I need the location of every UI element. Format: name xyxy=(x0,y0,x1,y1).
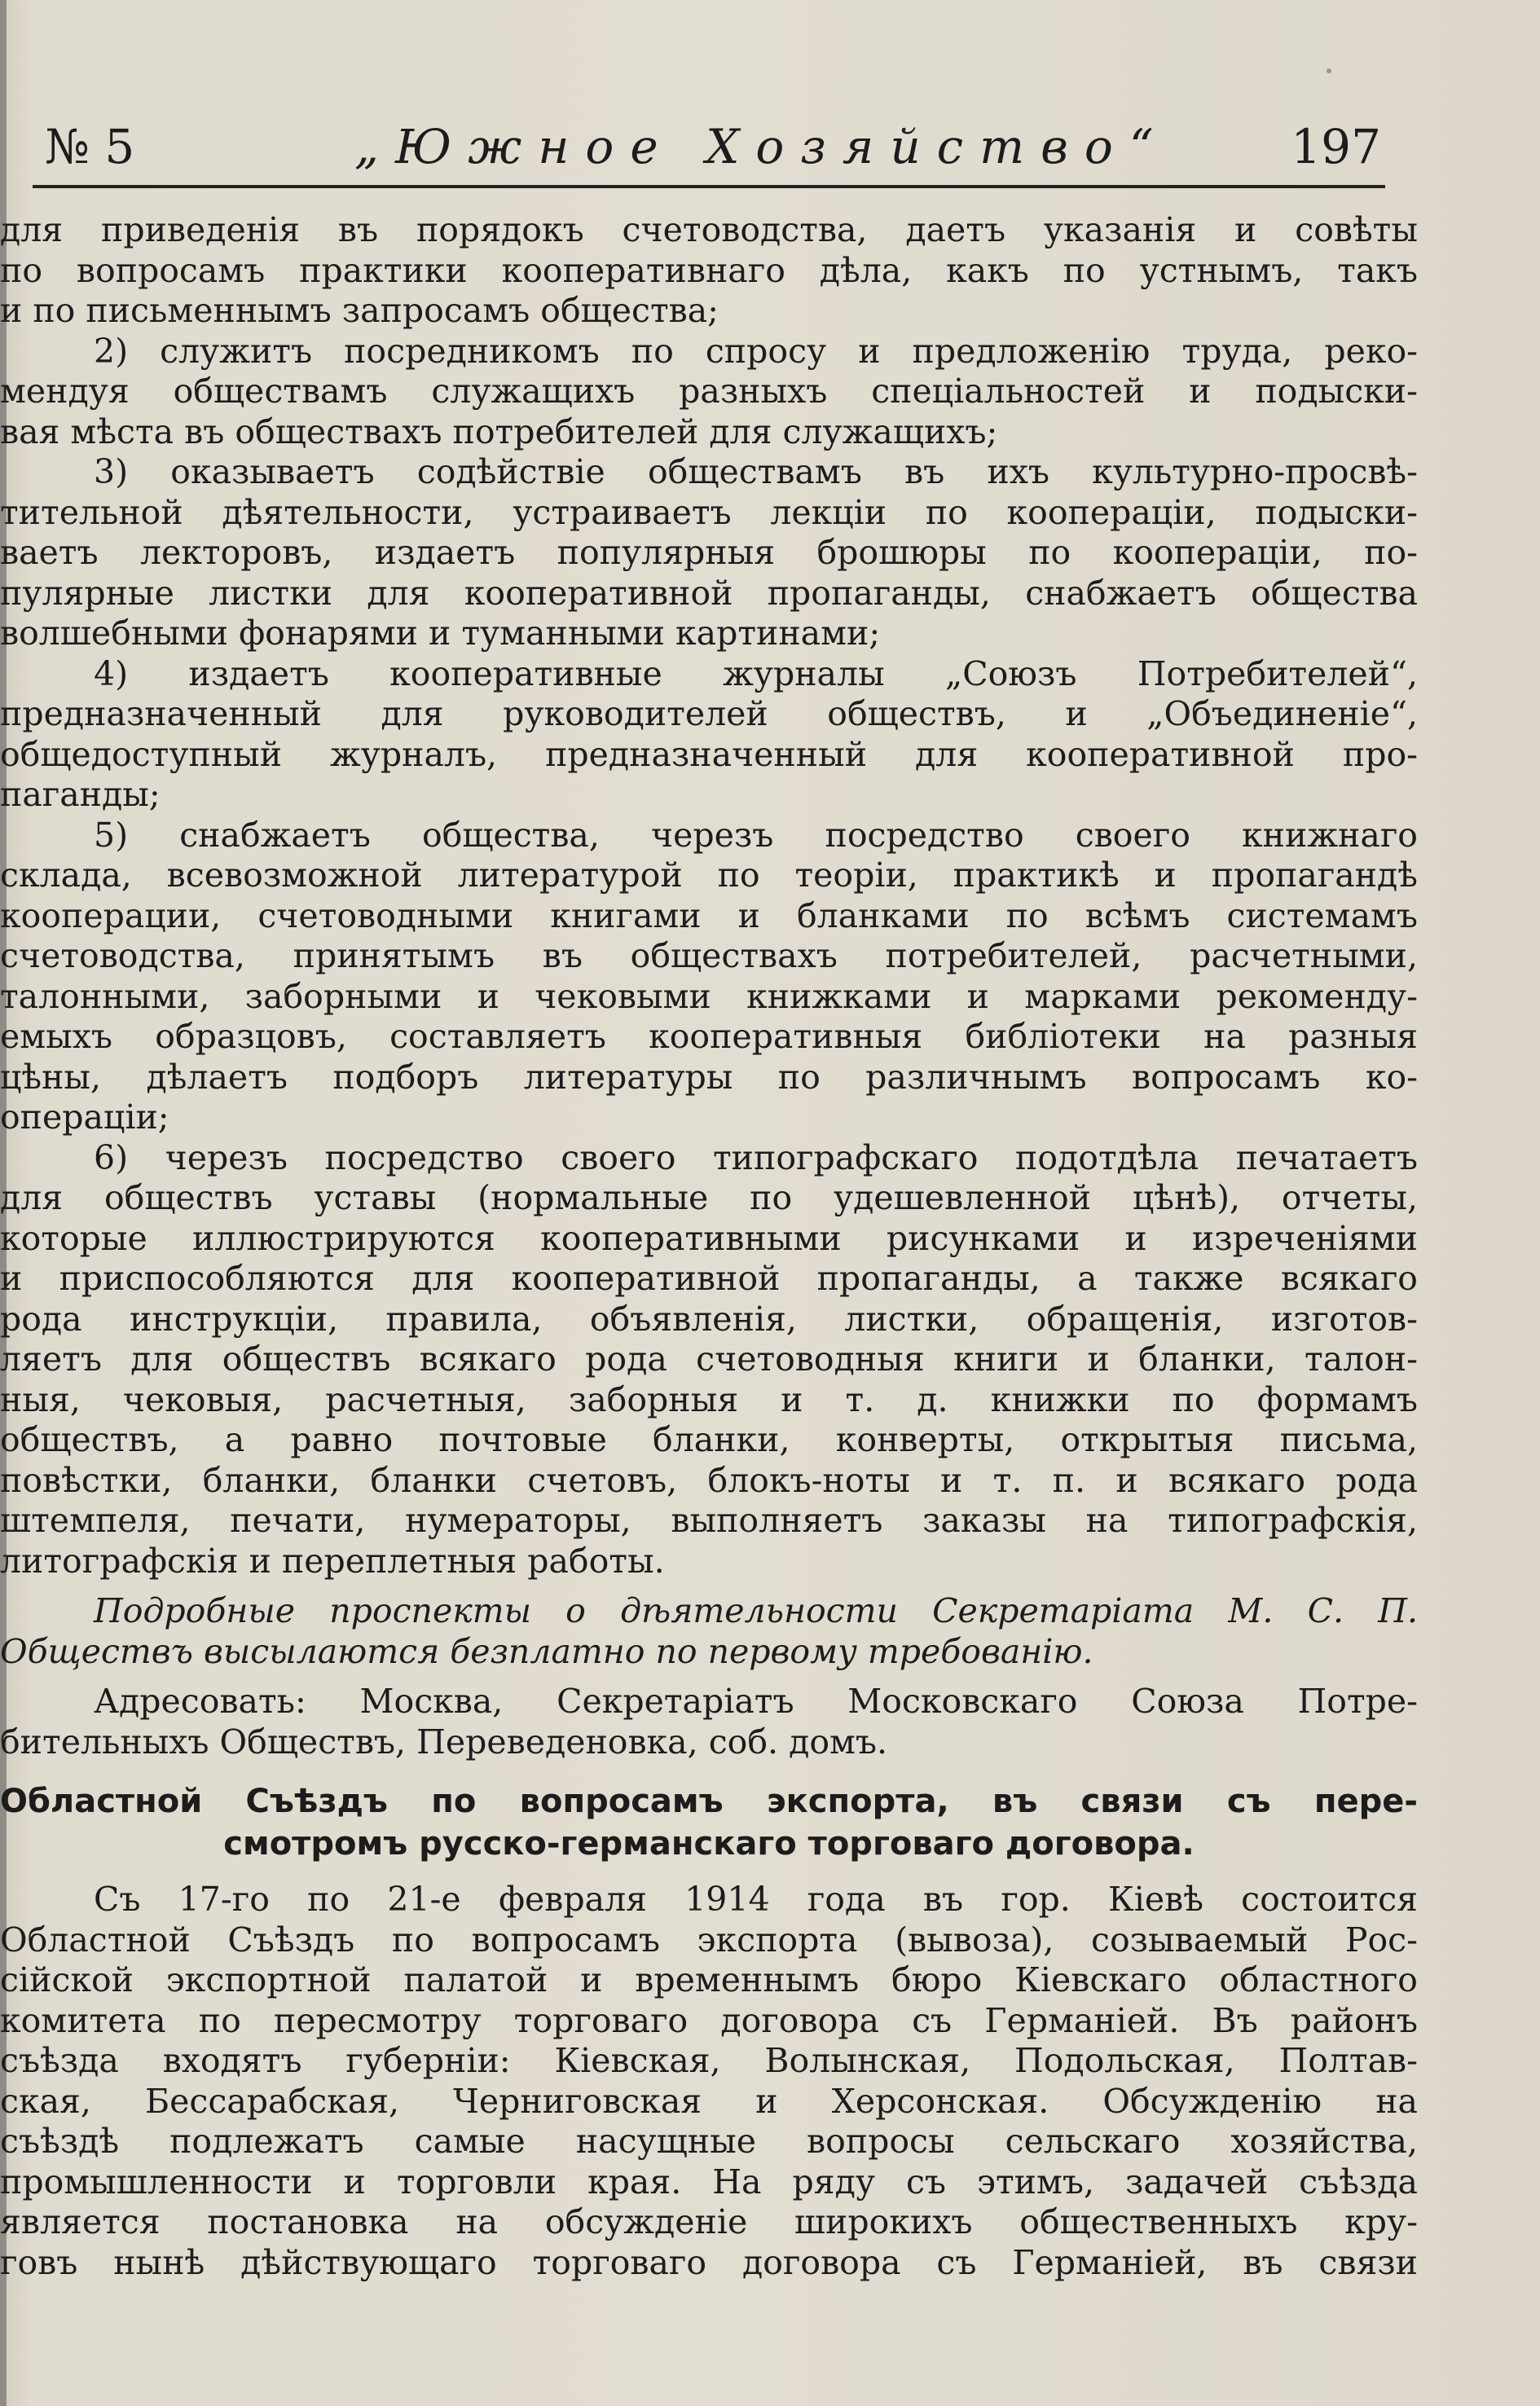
text-line: и приспособляются для кооперативной пропаганды, а также всякаго xyxy=(0,1259,1418,1298)
text-line: счетоводства, принятымъ въ обществахъ потребителей, расчетными, xyxy=(0,936,1418,975)
paragraph-gap xyxy=(0,1581,1418,1591)
text-line: литографскія и переплетныя работы. xyxy=(0,1541,665,1581)
text-line: мендуя обществамъ служащихъ разныхъ спеціальностей и подыски- xyxy=(0,372,1418,411)
text-line: которые иллюстрируются кооперативными рисунками и изреченіями xyxy=(0,1218,1418,1258)
text-line: повѣстки, бланки, бланки счетовъ, блокъ-ноты и т. п. и всякаго рода xyxy=(0,1460,1418,1500)
issue-number: № 5 xyxy=(45,119,135,174)
text-line: 2) служитъ посредникомъ по спросу и предложенію труда, реко- xyxy=(94,331,1418,371)
journal-title: „Южное Хозяйство“ xyxy=(354,119,1170,174)
section-heading-line: смотромъ русско-германскаго торговаго договора. xyxy=(223,1825,1195,1863)
italic-note-line: Подробные проспекты о дѣятельности Секретаріата М. С. П. xyxy=(94,1591,1418,1630)
text-line: 3) оказываетъ содѣйствіе обществамъ въ ихъ культурно-просвѣ- xyxy=(94,452,1418,491)
text-line: предназначенный для руководителей обществъ, и „Объединеніе“, xyxy=(0,694,1418,733)
italic-note-line: Обществъ высылаются безплатно по первому требованію. xyxy=(0,1631,1093,1671)
text-line: склада, всевозможной литературой по теоріи, практикѣ и пропагандѣ xyxy=(0,856,1418,895)
section-text-line: Областной Съѣздъ по вопросамъ экспорта (вывоза), созываемый Рос- xyxy=(0,1920,1418,1960)
section-text-line: говъ нынѣ дѣйствующаго торговаго договора съ Германіей, въ связи xyxy=(0,2242,1418,2282)
text-line: емыхъ образцовъ, составляетъ кооперативныя библіотеки на разныя xyxy=(0,1017,1418,1056)
text-line: 6) черезъ посредство своего типографскаго подотдѣла печатаетъ xyxy=(94,1137,1418,1177)
text-line: штемпеля, печати, нумераторы, выполняетъ заказы на типографскія, xyxy=(0,1501,1418,1540)
section-text-line: комитета по пересмотру торговаго договора съ Германіей. Въ районъ xyxy=(0,2000,1418,2040)
section-heading-line: Областной Съѣздъ по вопросамъ экспорта, въ связи съ пере- xyxy=(0,1783,1418,1820)
text-line: операціи; xyxy=(0,1097,169,1137)
running-header xyxy=(45,114,1381,179)
text-line: паганды; xyxy=(0,775,161,814)
text-line: цѣны, дѣлаетъ подборъ литературы по различнымъ вопросамъ ко- xyxy=(0,1057,1418,1097)
text-line: ляетъ для обществъ всякаго рода счетоводныя книги и бланки, талон- xyxy=(0,1339,1418,1379)
text-line: вая мѣста въ обществахъ потребителей для служащихъ; xyxy=(0,411,998,451)
text-line: тительной дѣятельности, устраиваетъ лекціи по коопераціи, подыски- xyxy=(0,492,1418,532)
section-gap xyxy=(0,1865,1418,1880)
text-line: бительныхъ Обществъ, Переведеновка, соб. домъ. xyxy=(0,1722,888,1762)
section-text-line: съѣздѣ подлежатъ самые насущные вопросы сельскаго хозяйства, xyxy=(0,2122,1418,2161)
text-line: обществъ, а равно почтовые бланки, конверты, открытыя письма, xyxy=(0,1420,1418,1459)
text-line: по вопросамъ практики кооперативнаго дѣла, какъ по устнымъ, такъ xyxy=(0,250,1418,290)
text-line: кооперации, счетоводными книгами и бланками по всѣмъ системамъ xyxy=(0,895,1418,935)
text-line: и по письменнымъ запросамъ общества; xyxy=(0,291,719,330)
text-line: 4) издаетъ кооперативные журналы „Союзъ Потребителей“, xyxy=(94,653,1418,693)
text-line: талонными, заборными и чековыми книжками и марками рекоменду- xyxy=(0,976,1418,1016)
text-line: для обществъ уставы (нормальные по удешевленной цѣнѣ), отчеты, xyxy=(0,1178,1418,1217)
text-line: волшебными фонарями и туманными картинами; xyxy=(0,614,881,653)
paper-speck xyxy=(1327,68,1331,73)
section-text-line: ская, Бессарабская, Черниговская и Херсонская. Обсужденію на xyxy=(0,2081,1418,2121)
section-text-line: съѣзда входятъ губерніи: Кіевская, Волынская, Подольская, Полтав- xyxy=(0,2041,1418,2080)
section-text-line: является постановка на обсужденіе широкихъ общественныхъ кру- xyxy=(0,2202,1418,2241)
text-line: ваетъ лекторовъ, издаетъ популярныя брошюры по коопераціи, по- xyxy=(0,533,1418,572)
text-line: ныя, чековыя, расчетныя, заборныя и т. д. книжки по формамъ xyxy=(0,1379,1418,1419)
section-gap xyxy=(0,1762,1418,1780)
text-line: для приведенія въ порядокъ счетоводства, даетъ указанія и совѣты xyxy=(0,210,1418,249)
paragraph-gap xyxy=(0,1672,1418,1682)
page-number: 197 xyxy=(1291,119,1381,174)
text-line: общедоступный журналъ, предназначенный для кооперативной про- xyxy=(0,734,1418,774)
text-line: пулярные листки для кооперативной пропаганды, снабжаетъ общества xyxy=(0,573,1418,613)
section-text-line: сійской экспортной палатой и временнымъ бюро Кіевскаго областного xyxy=(0,1960,1418,1999)
section-text-line: промышленности и торговли края. На ряду съ этимъ, задачей съѣзда xyxy=(0,2162,1418,2201)
article-body xyxy=(0,210,1418,2283)
text-line: Адресовать: Москва, Секретаріатъ Московскаго Союза Потре- xyxy=(94,1682,1418,1721)
text-line: 5) снабжаетъ общества, черезъ посредство своего книжнаго xyxy=(94,815,1418,855)
header-rule xyxy=(33,185,1385,188)
section-text-line: Съ 17-го по 21-е февраля 1914 года въ гор. Кіевѣ состоится xyxy=(94,1880,1418,1919)
text-line: рода инструкціи, правила, объявленія, листки, обращенія, изготов- xyxy=(0,1299,1418,1339)
